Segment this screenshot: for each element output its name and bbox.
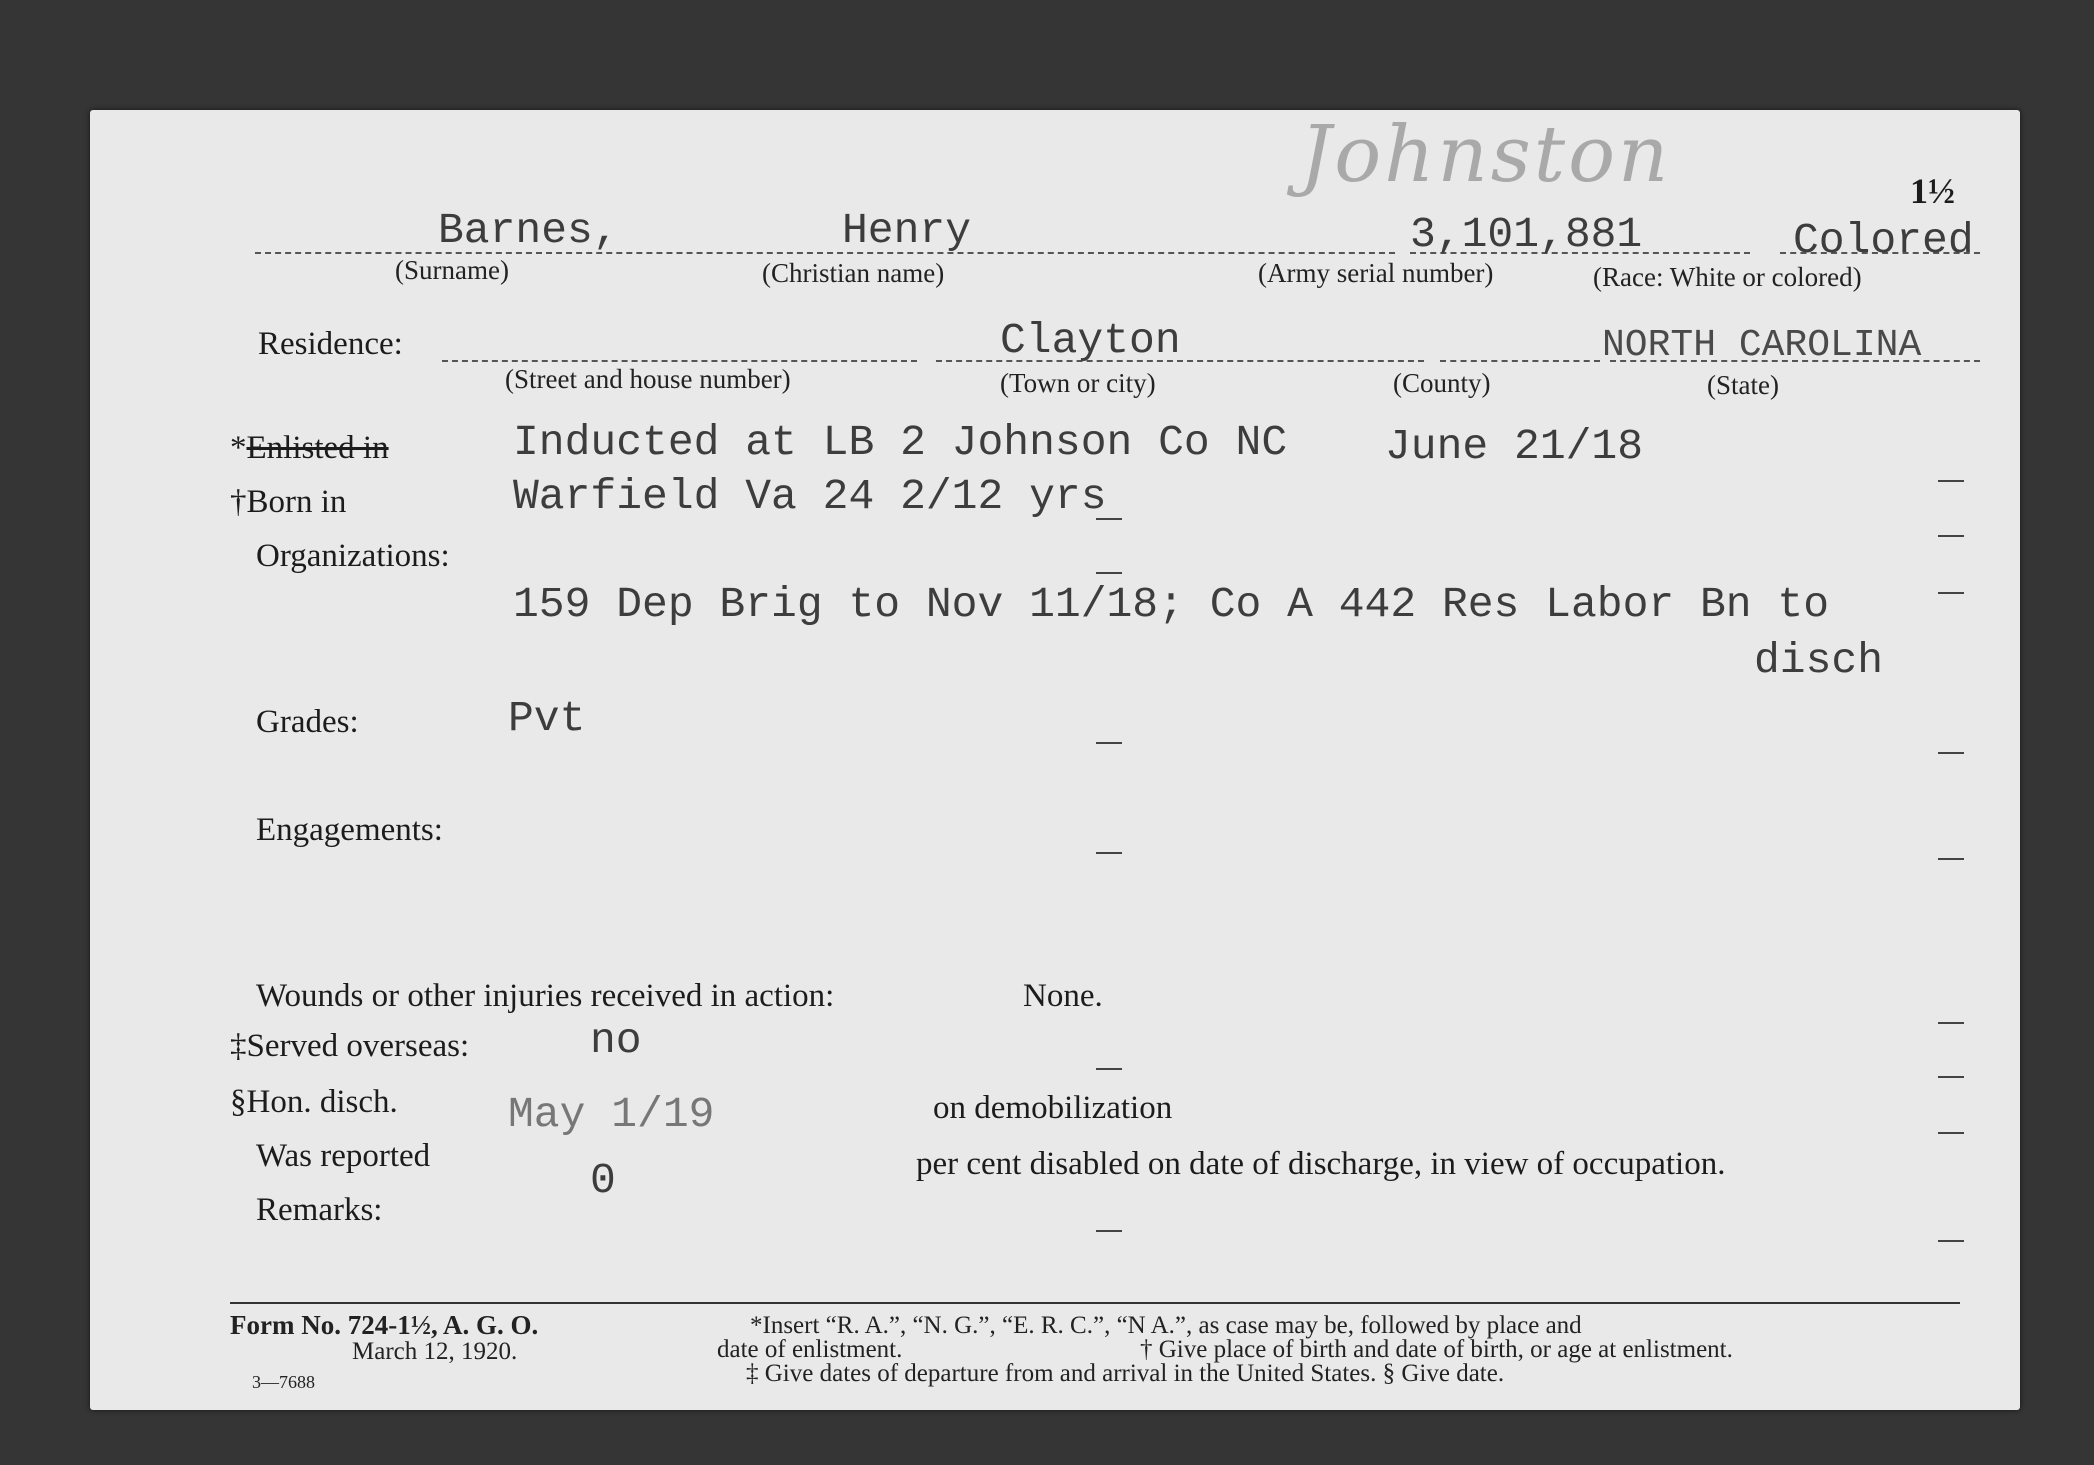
born-label: †Born in bbox=[230, 484, 347, 520]
margin-dash bbox=[1938, 480, 1964, 482]
enlisted-label bbox=[230, 430, 389, 467]
county-line bbox=[1440, 360, 1600, 362]
town-label: (Town or city) bbox=[1000, 368, 1156, 398]
enlisted-value: Inducted at LB 2 Johnson Co NC bbox=[513, 418, 1288, 467]
margin-dash bbox=[1096, 852, 1122, 854]
serial-number-value: 3,101,881 bbox=[1410, 210, 1643, 259]
enlisted-date: June 21/18 bbox=[1385, 422, 1644, 471]
margin-dash bbox=[1938, 752, 1964, 754]
christian-name-value: Henry bbox=[842, 206, 972, 255]
organizations-value-line2: disch bbox=[1754, 636, 1884, 685]
draft-record-card bbox=[90, 110, 2020, 1410]
overseas-value: no bbox=[590, 1016, 642, 1065]
margin-dash bbox=[1938, 1132, 1964, 1134]
engagements-label: Engagements: bbox=[256, 812, 443, 848]
margin-dash bbox=[1938, 535, 1964, 537]
organizations-value-line1: 159 Dep Brig to Nov 11/18; Co A 442 Res Labor Bn to bbox=[513, 580, 1830, 629]
disabled-label: per cent disabled on date of discharge, in view of occupation. bbox=[916, 1146, 1726, 1182]
remarks-label: Remarks: bbox=[256, 1192, 383, 1228]
race-label: (Race: White or colored) bbox=[1593, 262, 1862, 292]
reported-value: 0 bbox=[590, 1156, 616, 1205]
wounds-value: None. bbox=[1023, 978, 1103, 1014]
footnote-enlistment-cont: date of enlistment. bbox=[717, 1336, 903, 1363]
footnote-birth: † Give place of birth and date of birth, or age at enlistment. bbox=[1140, 1336, 1733, 1363]
form-number: Form No. 724-1½, A. G. O. bbox=[230, 1310, 539, 1340]
christian-name-label: (Christian name) bbox=[762, 258, 945, 288]
margin-dash bbox=[1096, 572, 1122, 574]
margin-dash bbox=[1096, 1230, 1122, 1232]
name-line bbox=[255, 252, 1395, 254]
hon-disch-value: May 1/19 bbox=[508, 1090, 715, 1139]
surname-value: Barnes, bbox=[438, 206, 619, 255]
enlisted-asterisk: * bbox=[230, 430, 247, 466]
margin-dash bbox=[1938, 1240, 1964, 1242]
reported-label: Was reported bbox=[256, 1138, 431, 1174]
wounds-label: Wounds or other injuries received in action: bbox=[256, 978, 835, 1014]
race-value: Colored bbox=[1793, 216, 1974, 265]
form-code: 3—7688 bbox=[252, 1372, 315, 1392]
organizations-label: Organizations: bbox=[256, 538, 450, 574]
grades-value: Pvt bbox=[508, 694, 586, 743]
demobilization-label: on demobilization bbox=[933, 1090, 1173, 1126]
surname-label: (Surname) bbox=[395, 255, 509, 285]
grades-label: Grades: bbox=[256, 704, 359, 740]
town-value: Clayton bbox=[1000, 316, 1181, 365]
county-label: (County) bbox=[1393, 368, 1491, 398]
serial-number-label: (Army serial number) bbox=[1258, 258, 1494, 288]
state-value: NORTH CAROLINA bbox=[1602, 324, 1922, 367]
handwritten-county: Johnston bbox=[1300, 110, 1672, 200]
margin-dash bbox=[1938, 1022, 1964, 1024]
residence-label: Residence: bbox=[258, 326, 403, 362]
street-label: (Street and house number) bbox=[505, 364, 791, 394]
overseas-label: ‡Served overseas: bbox=[230, 1028, 470, 1064]
enlisted-text: Enlisted in bbox=[246, 430, 389, 466]
footer-rule bbox=[230, 1302, 1960, 1304]
born-value: Warfield Va 24 2/12 yrs bbox=[513, 472, 1107, 521]
margin-dash bbox=[1938, 1076, 1964, 1078]
footnote-enlistment: *Insert “R. A.”, “N. G.”, “E. R. C.”, “N A.”, as case may be, followed by place and bbox=[750, 1312, 1582, 1339]
margin-dash bbox=[1938, 858, 1964, 860]
form-date: March 12, 1920. bbox=[352, 1338, 518, 1365]
margin-dash bbox=[1938, 592, 1964, 594]
margin-dash bbox=[1096, 518, 1122, 520]
margin-dash bbox=[1096, 742, 1122, 744]
corner-mark: 1½ bbox=[1910, 171, 1955, 211]
margin-dash bbox=[1096, 1068, 1122, 1070]
street-line bbox=[442, 360, 917, 362]
hon-disch-label: §Hon. disch. bbox=[230, 1084, 398, 1120]
footnote-overseas: ‡ Give dates of departure from and arrival in the United States. § Give date. bbox=[746, 1360, 1505, 1387]
state-label: (State) bbox=[1707, 370, 1779, 400]
